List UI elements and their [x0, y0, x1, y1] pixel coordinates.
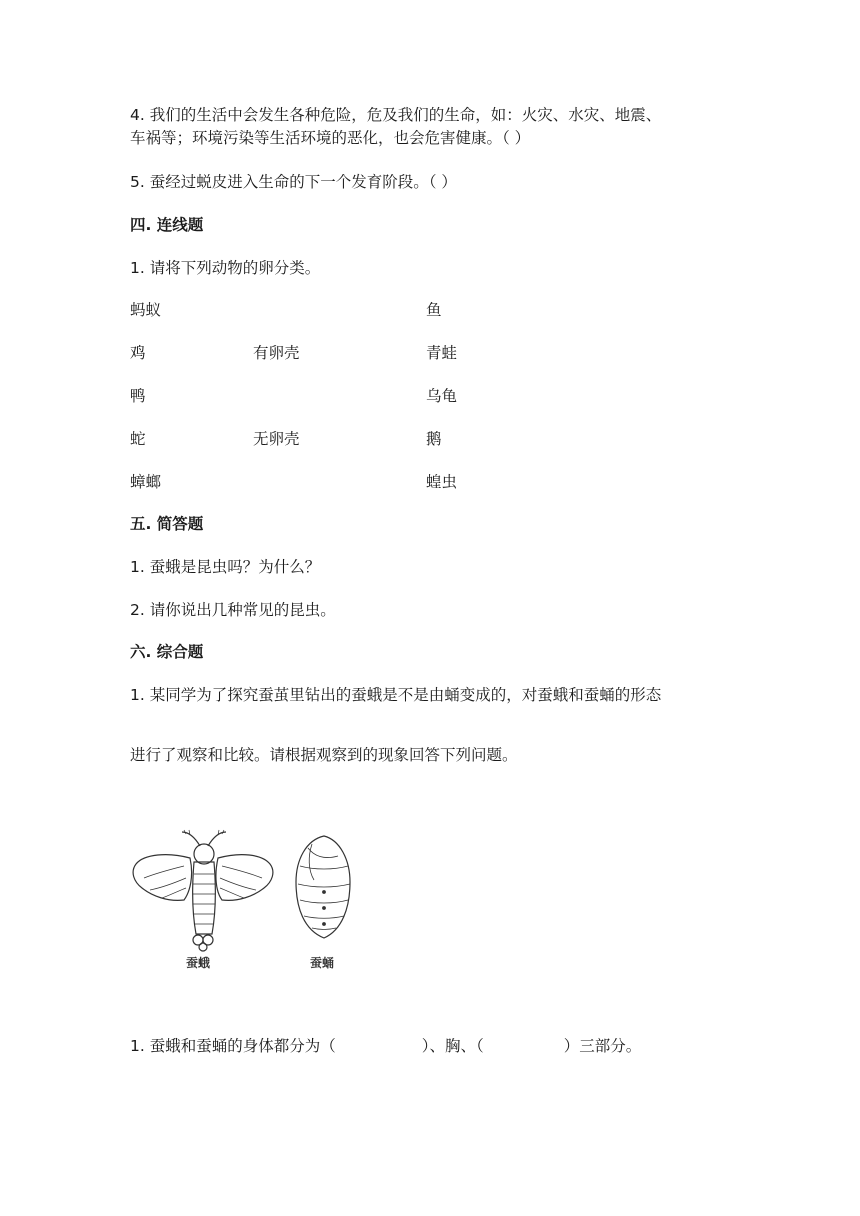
match-left-item[interactable]: 蛇: [130, 430, 146, 448]
match-right-item[interactable]: 鹅: [426, 430, 442, 448]
section-6-subquestion-1: [130, 1034, 641, 1058]
pupa-illustration: [296, 836, 350, 938]
subquestion-text-b: ）、胸、（: [421, 1037, 484, 1055]
silkworm-drawing: [128, 826, 388, 976]
match-left-item[interactable]: 蟑螂: [130, 473, 162, 491]
question-4-line-2: 车祸等；环境污染等生活环境的恶化，也会危害健康。（ ）: [130, 129, 531, 147]
section-5-question-2: 2. 请你说出几种常见的昆虫。: [130, 601, 336, 619]
match-middle-item[interactable]: 无卵壳: [253, 430, 300, 448]
match-middle-item[interactable]: 有卵壳: [253, 344, 300, 362]
match-right-item[interactable]: 鱼: [426, 301, 442, 319]
match-right-item[interactable]: 蝗虫: [426, 473, 458, 491]
section-4-title: 四. 连线题: [130, 216, 204, 234]
section-5-title: 五. 简答题: [130, 515, 204, 533]
moth-illustration: [133, 830, 273, 951]
question-5: 5. 蚕经过蜕皮进入生命的下一个发育阶段。（ ）: [130, 173, 457, 191]
match-right-item[interactable]: 乌龟: [426, 387, 458, 405]
section-4-question-1: 1. 请将下列动物的卵分类。: [130, 259, 321, 277]
section-6-question-1-line-2: 进行了观察和比较。请根据观察到的现象回答下列问题。: [130, 746, 518, 764]
silkworm-figure: [128, 826, 388, 976]
match-left-item[interactable]: 鸡: [130, 344, 146, 362]
moth-caption: 蚕蛾: [186, 956, 211, 970]
section-5-question-1: 1. 蚕蛾是昆虫吗？为什么？: [130, 558, 321, 576]
pupa-caption: 蚕蛹: [310, 956, 335, 970]
match-left-item[interactable]: 蚂蚁: [130, 301, 162, 319]
section-6-title: 六. 综合题: [130, 643, 204, 661]
subquestion-text-a: 1. 蚕蛾和蚕蛹的身体都分为（: [130, 1037, 336, 1055]
section-6-question-1-line-1: 1. 某同学为了探究蚕茧里钻出的蚕蛾是不是由蛹变成的，对蚕蛾和蚕蛹的形态: [130, 686, 662, 704]
question-4-line-1: 4. 我们的生活中会发生各种危险，危及我们的生命，如：火灾、水灾、地震、: [130, 106, 662, 124]
match-right-item[interactable]: 青蛙: [426, 344, 458, 362]
subquestion-text-c: ）三部分。: [563, 1037, 642, 1055]
match-left-item[interactable]: 鸭: [130, 387, 146, 405]
